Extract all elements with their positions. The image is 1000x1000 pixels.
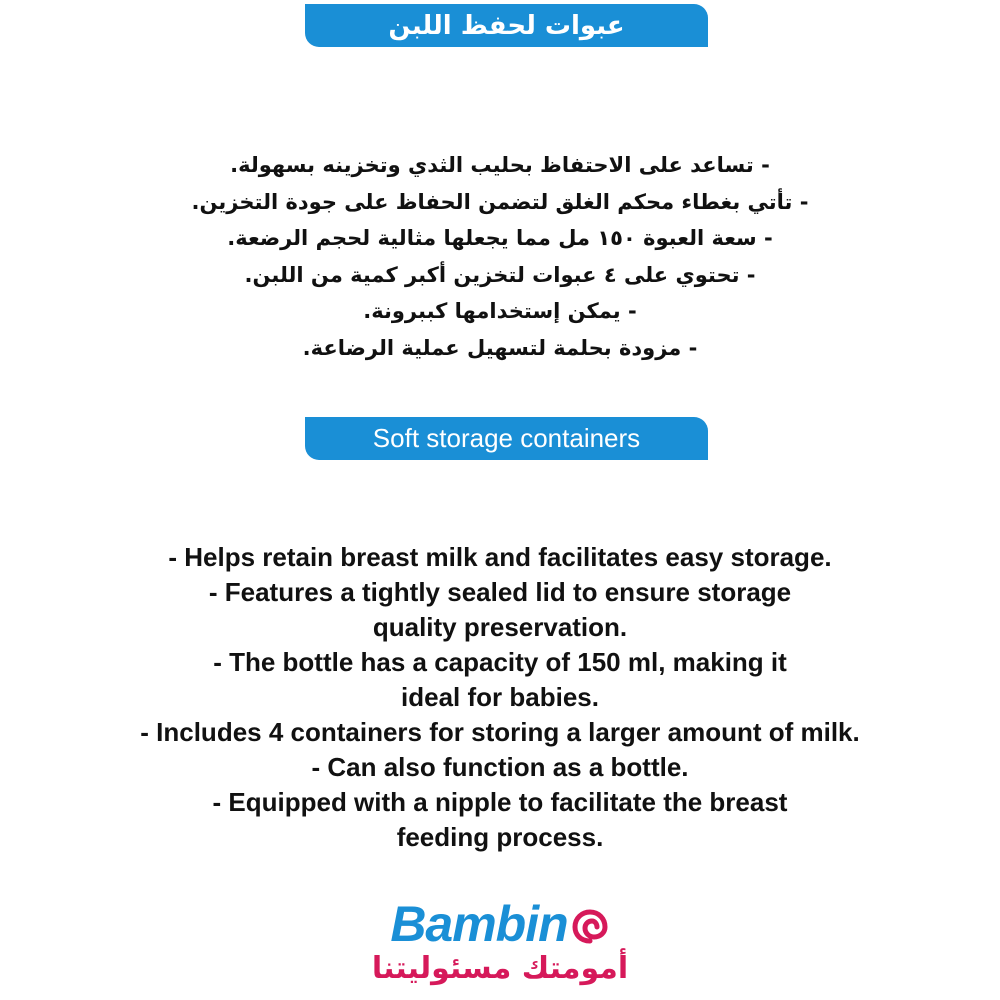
english-title: Soft storage containers [372, 423, 641, 453]
english-feature-item: - Equipped with a nipple to facilitate the breast feeding process. [212, 787, 788, 852]
english-title-banner [305, 417, 708, 460]
brand-name [390, 895, 609, 953]
arabic-feature-item: - تساعد على الاحتفاظ بحليب الثدي وتخزينه بسهولة. [230, 153, 770, 177]
arabic-feature-item: - تأتي بغطاء محكم الغلق لتضمن الحفاظ على جودة التخزين. [191, 189, 809, 214]
english-feature-list [60, 540, 940, 855]
swirl-icon [570, 907, 610, 947]
arabic-title: عبوات لحفظ اللبن [388, 10, 625, 41]
arabic-feature-item: - تحتوي على ٤ عبوات لتخزين أكبر كمية من اللبن. [244, 262, 756, 287]
english-feature-item: - The bottle has a capacity of 150 ml, making it ideal for babies. [213, 647, 787, 712]
brand-logo [0, 895, 1000, 986]
arabic-feature-list [100, 147, 900, 366]
english-feature-item: - Features a tightly sealed lid to ensure storage quality preservation. [208, 577, 792, 642]
arabic-feature-item: - مزودة بحلمة لتسهيل عملية الرضاعة. [302, 335, 698, 360]
brand-tagline: أمومتك مسئوليتنا [371, 951, 629, 986]
arabic-feature-item: - يمكن إستخدامها كببرونة. [363, 299, 637, 323]
english-feature-item: - Helps retain breast milk and facilitates easy storage. [168, 542, 832, 572]
arabic-title-banner [305, 4, 708, 47]
english-feature-item: - Can also function as a bottle. [311, 752, 689, 782]
english-feature-item: - Includes 4 containers for storing a larger amount of milk. [140, 717, 860, 747]
brand-name-text: Bambin [390, 896, 568, 952]
arabic-feature-item: - سعة العبوة ١٥٠ مل مما يجعلها مثالية لحجم الرضعة. [227, 226, 773, 250]
